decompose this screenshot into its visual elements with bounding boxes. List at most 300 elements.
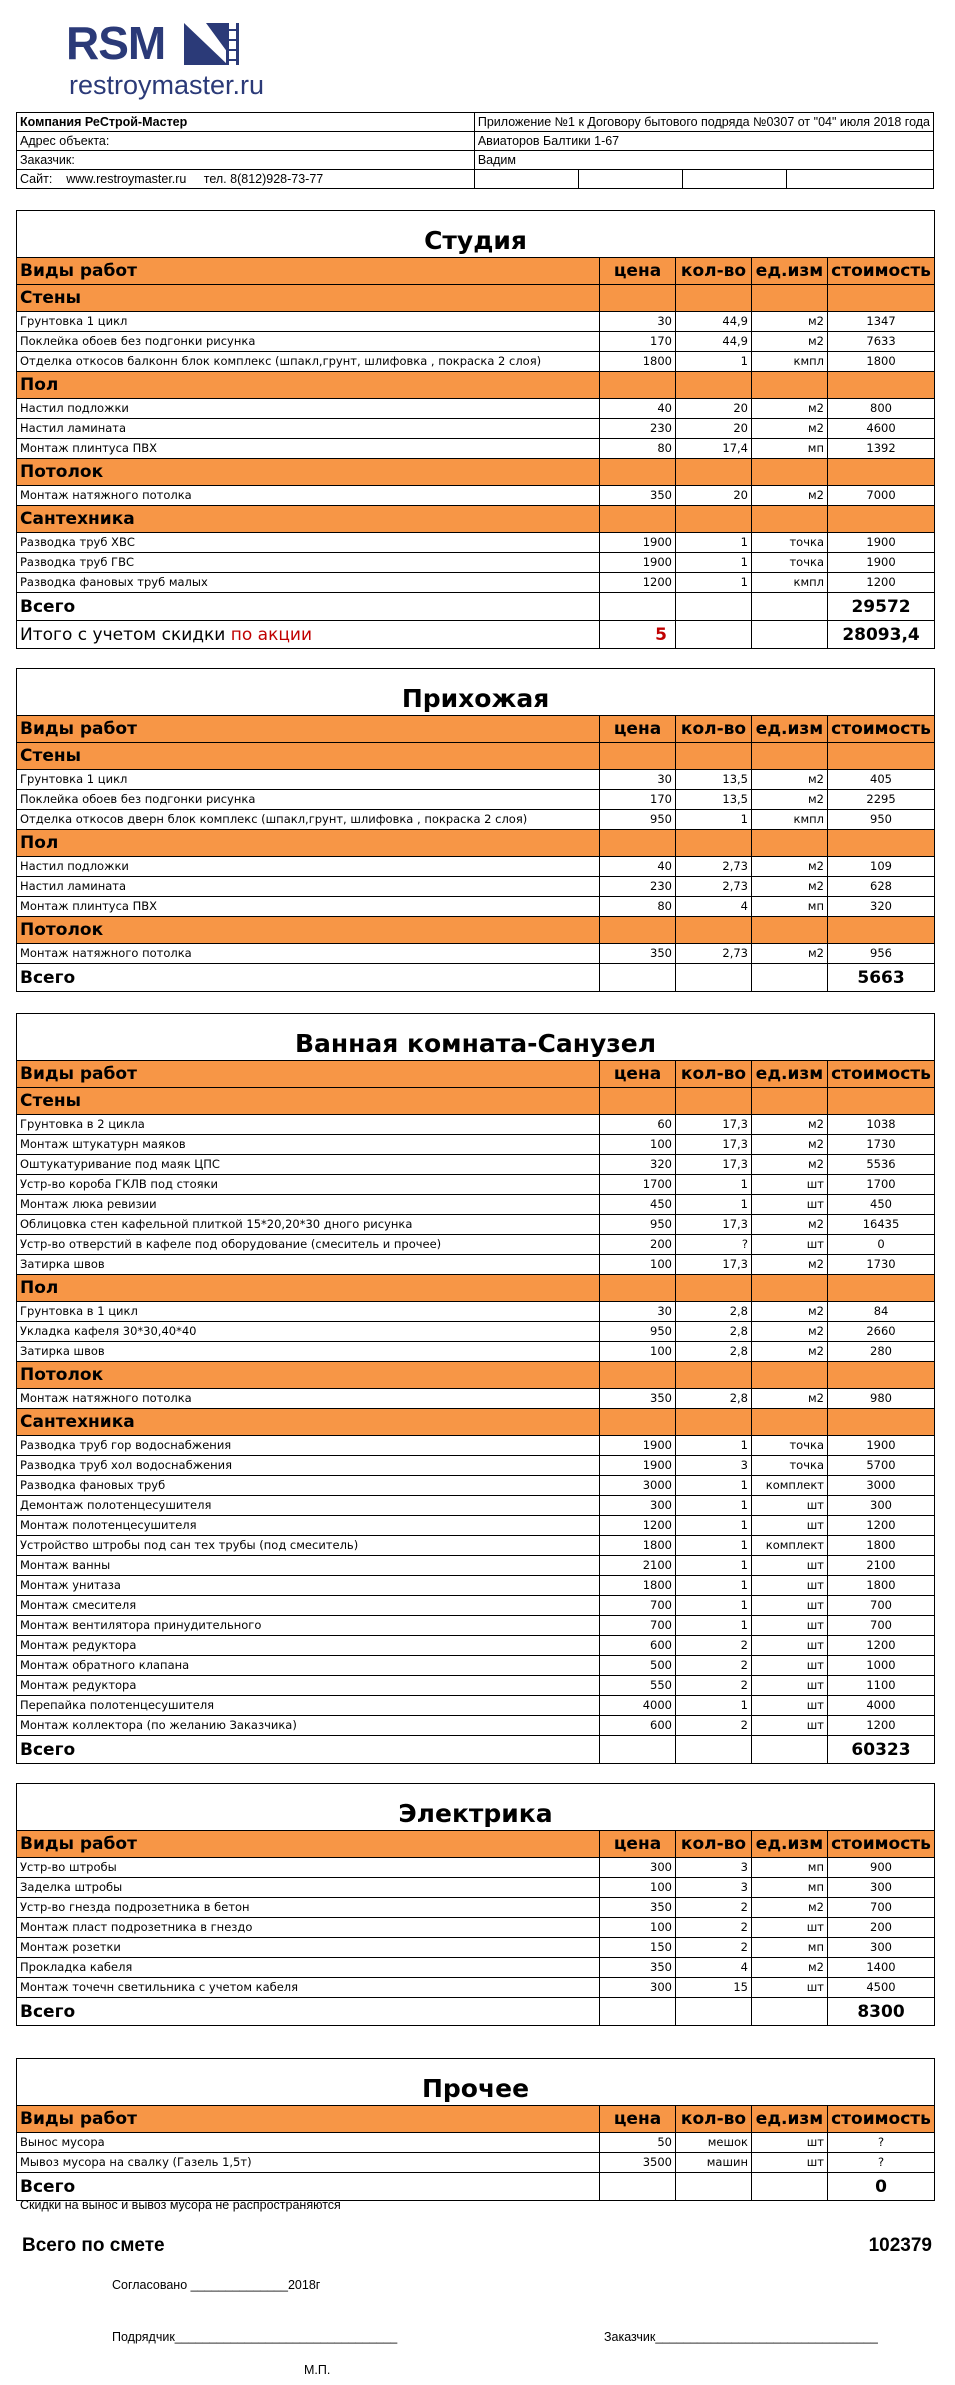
cost: 7633: [828, 332, 935, 352]
quantity: 4: [676, 1958, 752, 1978]
price: 2100: [600, 1556, 676, 1576]
work-name: Монтаж натяжного потолка: [17, 486, 600, 506]
cost: 1038: [828, 1115, 935, 1135]
cost: 200: [828, 1918, 935, 1938]
category-row: [17, 830, 935, 857]
cost: 450: [828, 1195, 935, 1215]
price: 30: [600, 770, 676, 790]
work-name: Затирка швов: [17, 1255, 600, 1275]
quantity: 2,8: [676, 1389, 752, 1409]
price: 30: [600, 1302, 676, 1322]
work-name: Заделка штробы: [17, 1878, 600, 1898]
unit: м2: [752, 944, 828, 964]
work-item-row: [17, 1938, 935, 1958]
category-name: Сантехника: [17, 1409, 600, 1436]
category-row: [17, 506, 935, 533]
price: 600: [600, 1636, 676, 1656]
category-row: [17, 372, 935, 399]
cost: 109: [828, 857, 935, 877]
quantity: 1: [676, 1175, 752, 1195]
work-item-row: [17, 944, 935, 964]
price: 230: [600, 877, 676, 897]
cost: 300: [828, 1938, 935, 1958]
work-name: Настил ламината: [17, 419, 600, 439]
unit: мп: [752, 1858, 828, 1878]
cost: 956: [828, 944, 935, 964]
unit: шт: [752, 1978, 828, 1998]
unit: м2: [752, 1155, 828, 1175]
cost: 2295: [828, 790, 935, 810]
unit: шт: [752, 1656, 828, 1676]
quantity: 20: [676, 399, 752, 419]
work-item-row: [17, 1978, 935, 1998]
col-price: цена: [600, 2106, 676, 2133]
cost: 1900: [828, 533, 935, 553]
cost: 280: [828, 1342, 935, 1362]
work-item-row: [17, 1476, 935, 1496]
price: 1800: [600, 352, 676, 372]
work-name: Устройство штробы под сан тех трубы (под смеситель): [17, 1536, 600, 1556]
work-item-row: [17, 1516, 935, 1536]
work-name: Устр-во штробы: [17, 1858, 600, 1878]
col-cost: стоимость: [828, 258, 935, 285]
cost: 405: [828, 770, 935, 790]
unit: м2: [752, 1255, 828, 1275]
work-name: Монтаж плинтуса ПВХ: [17, 439, 600, 459]
price: 1900: [600, 533, 676, 553]
cost: 700: [828, 1616, 935, 1636]
discount-note: Скидки на вынос и вывоз мусора не распространяются: [20, 2198, 341, 2212]
cost: 1200: [828, 1716, 935, 1736]
cost: 1730: [828, 1135, 935, 1155]
work-name: Грунтовка в 1 цикл: [17, 1302, 600, 1322]
category-name: Пол: [17, 372, 600, 399]
unit: шт: [752, 1516, 828, 1536]
unit: шт: [752, 1195, 828, 1215]
address-value: Авиаторов Балтики 1-67: [474, 132, 933, 151]
work-item-row: [17, 1898, 935, 1918]
quantity: 2: [676, 1676, 752, 1696]
section-title: Прихожая: [17, 669, 935, 716]
work-name: Разводка фановых труб малых: [17, 573, 600, 593]
category-row: [17, 1409, 935, 1436]
unit: шт: [752, 1696, 828, 1716]
work-name: Монтаж вентилятора принудительного: [17, 1616, 600, 1636]
work-name: Разводка труб хол водоснабжения: [17, 1456, 600, 1476]
price: 100: [600, 1878, 676, 1898]
discount-label: [17, 621, 600, 649]
col-work: Виды работ: [17, 716, 600, 743]
price: 230: [600, 419, 676, 439]
col-unit: ед.изм: [752, 716, 828, 743]
price: 950: [600, 1322, 676, 1342]
unit: шт: [752, 1918, 828, 1938]
work-name: Монтаж натяжного потолка: [17, 944, 600, 964]
quantity: 17,3: [676, 1215, 752, 1235]
cost: 1200: [828, 573, 935, 593]
work-item-row: [17, 857, 935, 877]
price: 1800: [600, 1536, 676, 1556]
price: 550: [600, 1676, 676, 1696]
cost: 700: [828, 1898, 935, 1918]
unit: шт: [752, 1596, 828, 1616]
cost: 320: [828, 897, 935, 917]
quantity: 1: [676, 810, 752, 830]
unit: кмпл: [752, 352, 828, 372]
quantity: 17,3: [676, 1135, 752, 1155]
cost: 950: [828, 810, 935, 830]
stamp-place: М.П.: [304, 2363, 331, 2377]
category-name: Потолок: [17, 917, 600, 944]
category-row: [17, 1275, 935, 1302]
cost: 1700: [828, 1175, 935, 1195]
work-item-row: [17, 1322, 935, 1342]
work-item-row: [17, 1656, 935, 1676]
grand-total-label: Всего по смете: [22, 2235, 165, 2256]
work-name: Монтаж смесителя: [17, 1596, 600, 1616]
work-name: Разводка труб гор водоснабжения: [17, 1436, 600, 1456]
unit: комплект: [752, 1476, 828, 1496]
unit: шт: [752, 1175, 828, 1195]
category-name: Потолок: [17, 459, 600, 486]
quantity: 1: [676, 1556, 752, 1576]
category-name: Пол: [17, 830, 600, 857]
category-row: [17, 459, 935, 486]
col-qty: кол-во: [676, 716, 752, 743]
col-qty: кол-во: [676, 258, 752, 285]
logo-flag-icon: [184, 23, 240, 65]
section-total: 5663: [828, 964, 935, 992]
work-item-row: [17, 810, 935, 830]
unit: м2: [752, 1302, 828, 1322]
col-cost: стоимость: [828, 716, 935, 743]
price: 100: [600, 1342, 676, 1362]
col-unit: ед.изм: [752, 258, 828, 285]
section-bathroom: [16, 1013, 935, 1764]
unit: м2: [752, 770, 828, 790]
cost: 1100: [828, 1676, 935, 1696]
unit: шт: [752, 1576, 828, 1596]
work-item-row: [17, 1858, 935, 1878]
unit: м2: [752, 312, 828, 332]
customer-value: Вадим: [474, 151, 933, 170]
site-url[interactable]: www.restroymaster.ru: [66, 172, 187, 186]
contract-info-table: [16, 112, 934, 189]
quantity: 20: [676, 486, 752, 506]
work-name: Мывоз мусора на свалку (Газель 1,5т): [17, 2153, 600, 2173]
unit: точка: [752, 1436, 828, 1456]
col-unit: ед.изм: [752, 1831, 828, 1858]
col-cost: стоимость: [828, 1061, 935, 1088]
price: 350: [600, 1958, 676, 1978]
col-work: Виды работ: [17, 258, 600, 285]
work-name: Монтаж люка ревизии: [17, 1195, 600, 1215]
unit: шт: [752, 1235, 828, 1255]
category-name: Стены: [17, 743, 600, 770]
cost: 800: [828, 399, 935, 419]
site-cell: [17, 170, 475, 189]
logo-brand: RSM: [66, 17, 166, 69]
work-item-row: [17, 332, 935, 352]
work-item-row: [17, 533, 935, 553]
unit: шт: [752, 1496, 828, 1516]
quantity: 20: [676, 419, 752, 439]
quantity: 2,73: [676, 877, 752, 897]
work-item-row: [17, 897, 935, 917]
price: 40: [600, 857, 676, 877]
price: 1800: [600, 1576, 676, 1596]
cost: 1400: [828, 1958, 935, 1978]
price: 350: [600, 486, 676, 506]
work-item-row: [17, 553, 935, 573]
grand-total-value: 102379: [868, 2235, 932, 2256]
work-item-row: [17, 486, 935, 506]
work-name: Устр-во отверстий в кафеле под оборудование (смеситель и прочее): [17, 1235, 600, 1255]
cost: 4500: [828, 1978, 935, 1998]
col-work: Виды работ: [17, 1831, 600, 1858]
work-item-row: [17, 352, 935, 372]
work-item-row: [17, 1175, 935, 1195]
quantity: 1: [676, 1536, 752, 1556]
quantity: 2,73: [676, 857, 752, 877]
price: 100: [600, 1255, 676, 1275]
section-total: 0: [828, 2173, 935, 2201]
work-name: Облицовка стен кафельной плиткой 15*20,20*30 дного рисунка: [17, 1215, 600, 1235]
work-name: Монтаж ванны: [17, 1556, 600, 1576]
cost: 1730: [828, 1255, 935, 1275]
col-work: Виды работ: [17, 1061, 600, 1088]
quantity: 4: [676, 897, 752, 917]
quantity: 2,73: [676, 944, 752, 964]
work-item-row: [17, 1235, 935, 1255]
work-item-row: [17, 1155, 935, 1175]
unit: м2: [752, 790, 828, 810]
quantity: 2,8: [676, 1322, 752, 1342]
quantity: 1: [676, 1576, 752, 1596]
work-name: Монтаж плинтуса ПВХ: [17, 897, 600, 917]
quantity: мешок: [676, 2133, 752, 2153]
cost: 1347: [828, 312, 935, 332]
price: 1200: [600, 1516, 676, 1536]
unit: шт: [752, 2153, 828, 2173]
discount-total: 28093,4: [828, 621, 935, 649]
price: 40: [600, 399, 676, 419]
work-item-row: [17, 2153, 935, 2173]
work-item-row: [17, 1215, 935, 1235]
unit: комплект: [752, 1536, 828, 1556]
category-name: Стены: [17, 1088, 600, 1115]
work-name: Затирка швов: [17, 1342, 600, 1362]
quantity: 17,3: [676, 1155, 752, 1175]
category-name: Пол: [17, 1275, 600, 1302]
quantity: 2: [676, 1938, 752, 1958]
col-qty: кол-во: [676, 1061, 752, 1088]
cost: 2100: [828, 1556, 935, 1576]
unit: м2: [752, 1135, 828, 1155]
quantity: 3: [676, 1878, 752, 1898]
col-qty: кол-во: [676, 1831, 752, 1858]
quantity: 2,8: [676, 1302, 752, 1322]
price: 350: [600, 1389, 676, 1409]
quantity: 2: [676, 1656, 752, 1676]
work-name: Настил подложки: [17, 857, 600, 877]
cost: 1392: [828, 439, 935, 459]
cost: 300: [828, 1496, 935, 1516]
work-name: Разводка труб ГВС: [17, 553, 600, 573]
price: 4000: [600, 1696, 676, 1716]
work-item-row: [17, 439, 935, 459]
category-row: [17, 743, 935, 770]
unit: точка: [752, 533, 828, 553]
site-label: Сайт:: [20, 172, 53, 186]
work-name: Демонтаж полотенцесушителя: [17, 1496, 600, 1516]
quantity: 1: [676, 1516, 752, 1536]
section-total: 29572: [828, 593, 935, 621]
quantity: 3: [676, 1456, 752, 1476]
col-qty: кол-во: [676, 2106, 752, 2133]
work-item-row: [17, 1456, 935, 1476]
work-item-row: [17, 419, 935, 439]
quantity: 1: [676, 1496, 752, 1516]
price: 170: [600, 332, 676, 352]
cost: 1800: [828, 352, 935, 372]
work-item-row: [17, 1636, 935, 1656]
unit: шт: [752, 1556, 828, 1576]
quantity: 1: [676, 573, 752, 593]
work-name: Монтаж унитаза: [17, 1576, 600, 1596]
work-name: Укладка кафеля 30*30,40*40: [17, 1322, 600, 1342]
cost: 1800: [828, 1536, 935, 1556]
section-total: 60323: [828, 1736, 935, 1764]
work-name: Поклейка обоев без подгонки рисунка: [17, 790, 600, 810]
quantity: 1: [676, 1476, 752, 1496]
section-title: Ванная комната-Санузел: [17, 1014, 935, 1061]
quantity: 1: [676, 553, 752, 573]
col-cost: стоимость: [828, 2106, 935, 2133]
col-work: Виды работ: [17, 2106, 600, 2133]
work-item-row: [17, 1576, 935, 1596]
quantity: 13,5: [676, 790, 752, 810]
cost: 300: [828, 1878, 935, 1898]
price: 100: [600, 1135, 676, 1155]
price: 80: [600, 897, 676, 917]
cost: 5700: [828, 1456, 935, 1476]
company-logo: [66, 17, 296, 102]
contractor-signature-line: Подрядчик________________________________: [112, 2330, 398, 2344]
col-price: цена: [600, 1061, 676, 1088]
unit: точка: [752, 553, 828, 573]
work-name: Монтаж редуктора: [17, 1676, 600, 1696]
work-name: Монтаж точечн светильника с учетом кабеля: [17, 1978, 600, 1998]
discount-promo: по акции: [230, 624, 313, 645]
cost: 16435: [828, 1215, 935, 1235]
unit: м2: [752, 877, 828, 897]
price: 100: [600, 1918, 676, 1938]
quantity: 3: [676, 1858, 752, 1878]
work-name: Вынос мусора: [17, 2133, 600, 2153]
total-label: Всего: [17, 964, 600, 992]
customer-signature-line: Заказчик________________________________: [604, 2330, 878, 2344]
work-name: Разводка труб ХВС: [17, 533, 600, 553]
section-total: 8300: [828, 1998, 935, 2026]
col-cost: стоимость: [828, 1831, 935, 1858]
quantity: 1: [676, 1195, 752, 1215]
quantity: 15: [676, 1978, 752, 1998]
work-item-row: [17, 1302, 935, 1322]
discount-percent: 5: [600, 621, 676, 649]
unit: м2: [752, 419, 828, 439]
price: 350: [600, 944, 676, 964]
cost: 1900: [828, 553, 935, 573]
work-name: Грунтовка 1 цикл: [17, 770, 600, 790]
work-name: Монтаж штукатурн маяков: [17, 1135, 600, 1155]
work-item-row: [17, 1536, 935, 1556]
quantity: 1: [676, 1616, 752, 1636]
work-item-row: [17, 1255, 935, 1275]
price: 300: [600, 1496, 676, 1516]
cost: ?: [828, 2153, 935, 2173]
logo-domain: restroymaster.ru: [69, 70, 265, 100]
work-item-row: [17, 2133, 935, 2153]
unit: мп: [752, 1938, 828, 1958]
work-item-row: [17, 1696, 935, 1716]
work-name: Отделка откосов балконн блок комплекс (шпакл,грунт, шлифовка , покраска 2 слоя): [17, 352, 600, 372]
price: 60: [600, 1115, 676, 1135]
col-unit: ед.изм: [752, 2106, 828, 2133]
cost: 5536: [828, 1155, 935, 1175]
unit: точка: [752, 1456, 828, 1476]
price: 320: [600, 1155, 676, 1175]
quantity: 44,9: [676, 312, 752, 332]
cost: 0: [828, 1235, 935, 1255]
cost: 7000: [828, 486, 935, 506]
unit: шт: [752, 2133, 828, 2153]
unit: м2: [752, 1115, 828, 1135]
price: 950: [600, 1215, 676, 1235]
quantity: 1: [676, 1696, 752, 1716]
quantity: 17,3: [676, 1255, 752, 1275]
work-item-row: [17, 1878, 935, 1898]
unit: м2: [752, 1389, 828, 1409]
quantity: 2: [676, 1716, 752, 1736]
unit: мп: [752, 439, 828, 459]
unit: м2: [752, 332, 828, 352]
price: 700: [600, 1596, 676, 1616]
cost: 980: [828, 1389, 935, 1409]
unit: м2: [752, 1322, 828, 1342]
cost: 628: [828, 877, 935, 897]
work-name: Монтаж пласт подрозетника в гнездо: [17, 1918, 600, 1938]
quantity: 1: [676, 1436, 752, 1456]
cost: 1000: [828, 1656, 935, 1676]
price: 200: [600, 1235, 676, 1255]
total-label: Всего: [17, 2173, 600, 2201]
category-name: Сантехника: [17, 506, 600, 533]
col-unit: ед.изм: [752, 1061, 828, 1088]
price: 1900: [600, 553, 676, 573]
unit: кмпл: [752, 810, 828, 830]
unit: м2: [752, 486, 828, 506]
cost: ?: [828, 2133, 935, 2153]
section-other: [16, 2058, 935, 2201]
section-title: Прочее: [17, 2059, 935, 2106]
quantity: 2: [676, 1918, 752, 1938]
work-item-row: [17, 1616, 935, 1636]
unit: мп: [752, 1878, 828, 1898]
category-name: Стены: [17, 285, 600, 312]
cost: 2660: [828, 1322, 935, 1342]
customer-label: Заказчик:: [17, 151, 475, 170]
